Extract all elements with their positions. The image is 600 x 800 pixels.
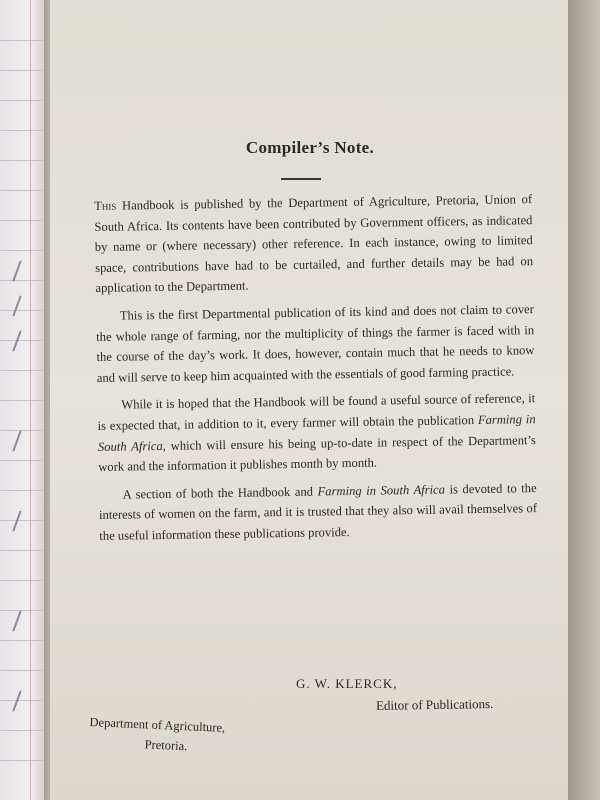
- address-line-1: Department of Agriculture,: [89, 714, 226, 735]
- paragraph-4: [99, 478, 538, 547]
- paragraph-3: [97, 388, 536, 477]
- paragraph-text: A section of both the Handbook and: [122, 484, 318, 502]
- note-body: [94, 189, 538, 553]
- publication-title: Farming in South Africa: [97, 412, 536, 454]
- paragraph-text: is devoted to the interests of women on the farm, and it is trusted that they also will avail themselves of the useful information these publications provide.: [98, 480, 538, 543]
- signature-position: Editor of Publications.: [375, 695, 494, 714]
- page-title: Compiler’s Note.: [245, 138, 375, 157]
- handwriting-mark: [12, 330, 21, 351]
- address-line-2: Pretoria.: [144, 737, 188, 754]
- handwriting-mark: [12, 260, 21, 281]
- signature-name: G. W. KLERCK,: [296, 676, 398, 691]
- address-block: [88, 712, 225, 758]
- paragraph-1: [94, 189, 534, 299]
- paragraph-text: Handbook is published by the Department of Agriculture, Pretoria, Union of South Africa. Its contents have been contributed by Government officers, as indicated by name or (where necessary) other reference. In each instance, owing to limited space, contributions have had to be curtailed, and further details may be had on application to the Department.: [94, 192, 534, 296]
- handwriting-mark: [12, 510, 21, 531]
- adjacent-ledger-page: [0, 0, 44, 800]
- handwriting-mark: [12, 610, 21, 631]
- paragraph-2: This is the first Departmental publication of its kind and does not claim to cover the whole range of farming, nor the multiplicity of things the farmer is faced with in the course of the day’s work. It does, however, contain much that he needs to know and will serve to keep him acquainted with the essentials of good farming practice.: [96, 302, 535, 385]
- handwriting-mark: [12, 295, 21, 316]
- handwriting-mark: [12, 430, 21, 451]
- paragraph-text: , which will ensure his being up-to-date in respect of the Department’s work and the information it publishes month by month.: [98, 432, 536, 475]
- facing-page-edge: [568, 0, 600, 800]
- book-page: [50, 0, 570, 800]
- paragraph-text: While it is hoped that the Handbook will be found a useful source of reference, it is expected that, in addition to it, every farmer will obtain the publication: [97, 391, 536, 433]
- paragraph-lead: This: [94, 198, 117, 213]
- title-divider: [281, 178, 321, 180]
- publication-title: Farming in South Africa: [317, 482, 446, 499]
- handwriting-mark: [12, 690, 21, 711]
